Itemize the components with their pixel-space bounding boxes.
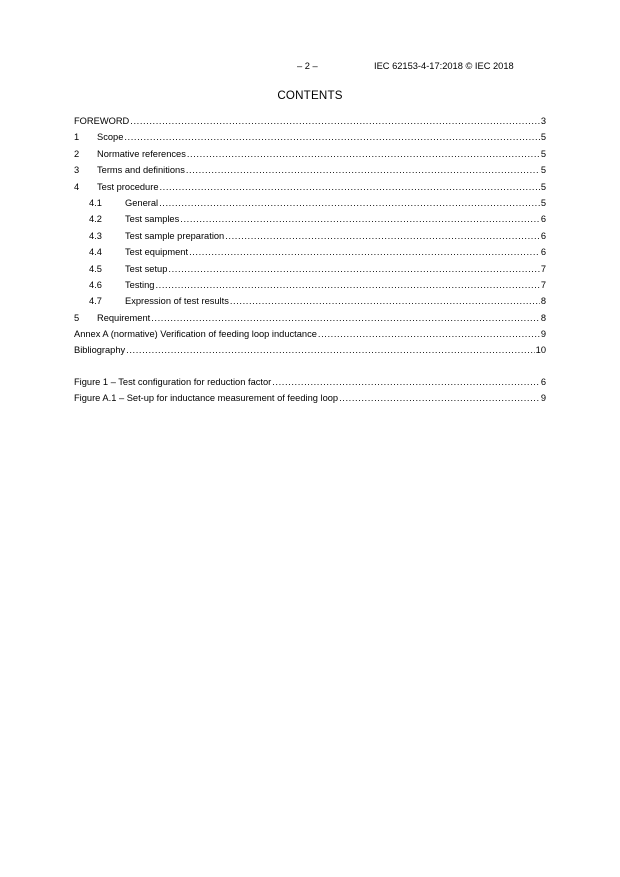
toc-entry-normative-references[interactable] [74,146,546,162]
toc-entry-text: General [125,197,159,208]
toc-entry-testing[interactable] [74,277,546,293]
dot-leader [272,374,540,390]
toc-entry-terms-and-definitions[interactable] [74,162,546,178]
toc-entry-text: Testing [125,279,155,290]
toc-entry-text: FOREWORD [74,116,130,126]
dot-leader [168,261,539,277]
toc-entry-text: Annex A (normative) Verification of feeding loop inductance [74,329,317,340]
toc-entry-number: 4.4 [89,247,102,258]
figure-entry-text: Figure A.1 – Set-up for inductance measurement of feeding loop [74,393,339,404]
toc-entry-number: 4.3 [89,230,102,241]
dot-leader [151,310,540,326]
toc-entry-page: 5 [540,148,546,159]
toc-entry-number: 4.7 [89,296,102,307]
toc-entry-page: 6 [540,214,546,225]
dot-leader [126,342,534,358]
toc-entry-text: Scope [97,132,124,143]
toc-entry-text: Normative references [97,148,186,159]
toc-entry-page: 6 [540,247,546,258]
toc-entry-number: 4.6 [89,279,102,290]
toc-entry-requirement[interactable] [74,310,546,326]
dot-leader [160,179,540,195]
toc-entry-annex-a[interactable] [74,326,546,342]
toc-entry-test-sample-preparation[interactable] [74,228,546,244]
figure-entry-1[interactable] [74,374,546,390]
toc-entry-page: 5 [540,132,546,143]
document-reference: IEC 62153-4-17:2018 © IEC 2018 [374,61,514,71]
toc-entry-test-samples[interactable] [74,211,546,227]
toc-entry-bibliography[interactable] [74,342,546,358]
toc-entry-text: Test procedure [97,181,159,192]
toc-entry-page: 6 [540,230,546,241]
dot-leader [186,162,540,178]
toc-entry-page: 8 [540,296,546,307]
toc-entry-general[interactable] [74,195,546,211]
toc-entry-text: Terms and definitions [97,165,185,176]
page-header [0,61,620,75]
toc-entry-number: 2 [74,148,80,159]
dot-leader [180,211,540,227]
dot-leader [230,293,540,309]
toc-entry-page: 5 [540,165,546,176]
dot-leader [187,146,540,162]
toc-entry-page: 9 [540,329,546,340]
toc-entry-number: 4.5 [89,263,102,274]
toc-entry-foreword[interactable] [74,113,546,129]
dot-leader [189,244,540,260]
toc-entry-page: 7 [540,279,546,290]
toc-entry-number: 4.2 [89,214,102,225]
contents-title: CONTENTS [277,89,343,102]
page-number: – 2 – [297,61,318,71]
toc-entry-test-setup[interactable] [74,261,546,277]
toc-entry-page: 10 [535,345,546,356]
toc-entry-test-procedure[interactable] [74,179,546,195]
dot-leader [130,113,540,129]
figure-entry-text: Figure 1 – Test configuration for reduction factor [74,377,272,387]
toc-entry-test-equipment[interactable] [74,244,546,260]
toc-entry-number: 1 [74,132,80,143]
toc-entry-text: Test sample preparation [125,230,225,241]
toc-entry-number: 5 [74,312,80,323]
toc-entry-text: Test equipment [125,247,189,258]
toc-entry-page: 5 [540,197,546,208]
dot-leader [225,228,540,244]
toc-entry-page: 5 [540,181,546,192]
dot-leader [339,390,540,406]
toc-entry-page: 3 [540,116,546,126]
table-of-contents [74,113,546,359]
figure-entry-page: 6 [540,377,546,387]
toc-entry-text: Test samples [125,214,180,225]
toc-entry-number: 4.1 [89,197,102,208]
dot-leader [159,195,540,211]
toc-entry-page: 7 [540,263,546,274]
toc-entry-text: Bibliography [74,345,126,356]
toc-entry-number: 3 [74,165,80,176]
dot-leader [124,129,539,145]
list-of-figures [74,374,546,407]
toc-entry-text: Expression of test results [125,296,229,307]
figure-entry-page: 9 [540,393,546,404]
toc-entry-text: Requirement [97,312,151,323]
toc-entry-text: Test setup [125,263,168,274]
toc-entry-page: 8 [540,312,546,323]
figure-entry-a1[interactable] [74,390,546,406]
toc-entry-number: 4 [74,181,80,192]
dot-leader [155,277,539,293]
toc-entry-expression-of-test-results[interactable] [74,293,546,309]
dot-leader [318,326,540,342]
toc-entry-scope[interactable] [74,129,546,145]
